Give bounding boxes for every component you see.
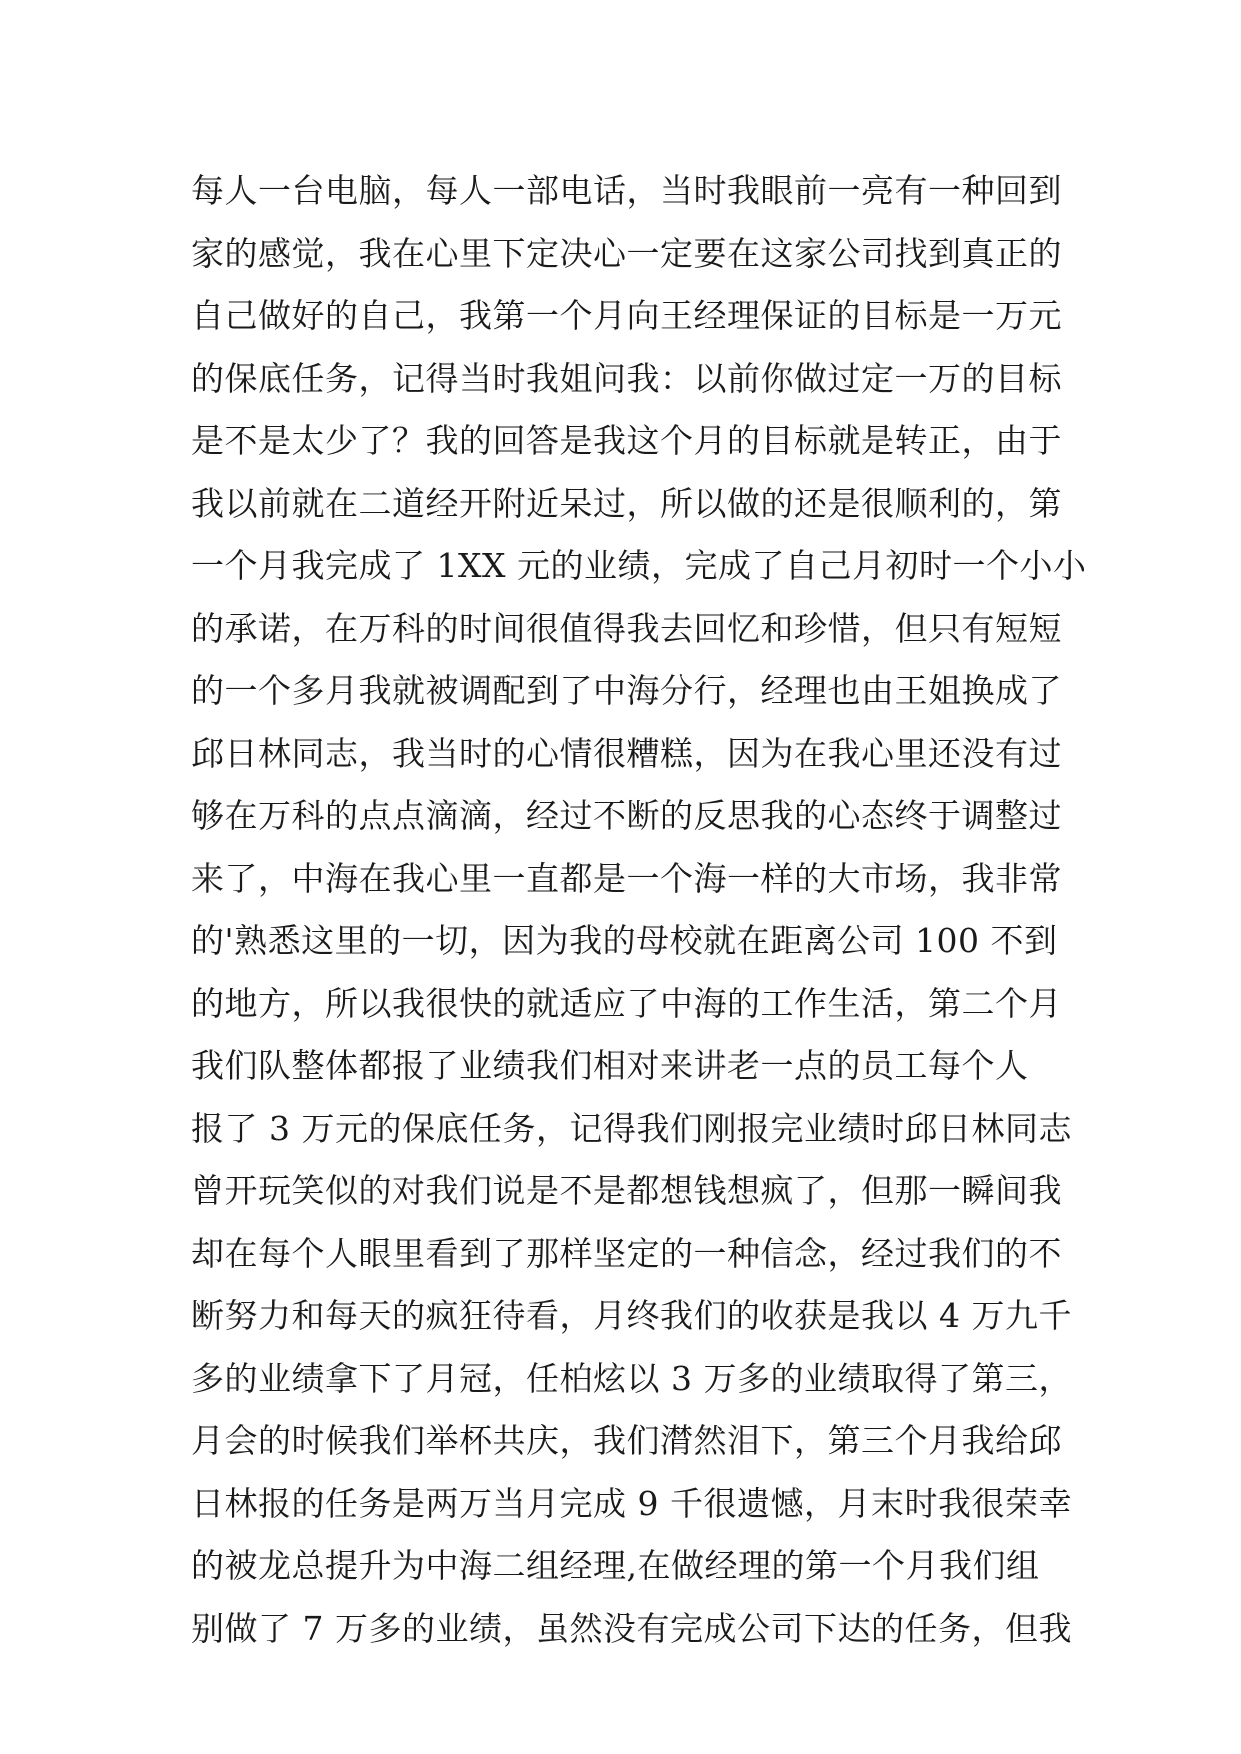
- text-line: 一个月我完成了 1XX 元的业绩，完成了自己月初时一个小小: [191, 546, 1087, 585]
- text-line: 日林报的任务是两万当月完成 9 千很遗憾，月末时我很荣幸: [191, 1483, 1072, 1523]
- text-line: 家的感觉，我在心里下定决心一定要在这家公司找到真正的: [191, 233, 1062, 273]
- text-line: 的'熟悉这里的一切，因为我的母校就在距离公司 100 不到: [191, 921, 1058, 960]
- text-line: 的一个多月我就被调配到了中海分行，经理也由王姐换成了: [191, 671, 1062, 710]
- text-line: 邱日林同志，我当时的心情很糟糕，因为在我心里还没有过: [191, 733, 1062, 773]
- text-line: 报了 3 万元的保底任务，记得我们刚报完业绩时邱日林同志: [191, 1108, 1072, 1148]
- text-line: 我们队整体都报了业绩我们相对来讲老一点的员工每个人: [191, 1046, 1029, 1085]
- text-line: 每人一台电脑，每人一部电话，当时我眼前一亮有一种回到: [191, 171, 1062, 210]
- text-line: 月会的时候我们举杯共庆，我们潸然泪下，第三个月我给邱: [191, 1421, 1062, 1460]
- text-line: 的地方，所以我很快的就适应了中海的工作生活，第二个月: [191, 983, 1062, 1023]
- text-line: 的被龙总提升为中海二组经理,在做经理的第一个月我们组: [191, 1546, 1040, 1585]
- text-line: 断努力和每天的疯狂待看，月终我们的收获是我以 4 万九千: [191, 1296, 1072, 1335]
- text-line: 曾开玩笑似的对我们说是不是都想钱想疯了，但那一瞬间我: [191, 1171, 1062, 1210]
- text-line: 我以前就在二道经开附近呆过，所以做的还是很顺利的，第: [191, 483, 1062, 523]
- text-line: 自己做好的自己，我第一个月向王经理保证的目标是一万元: [191, 296, 1062, 335]
- text-line: 却在每个人眼里看到了那样坚定的一种信念，经过我们的不: [191, 1233, 1062, 1273]
- text-line: 够在万科的点点滴滴，经过不断的反思我的心态终于调整过: [191, 796, 1062, 835]
- text-line: 的保底任务，记得当时我姐问我：以前你做过定一万的目标: [191, 358, 1062, 398]
- text-line: 多的业绩拿下了月冠，任柏炫以 3 万多的业绩取得了第三，: [191, 1358, 1072, 1398]
- body-paragraph: [191, 160, 1087, 1660]
- text-line: 是不是太少了？我的回答是我这个月的目标就是转正，由于: [191, 421, 1062, 460]
- text-line: 的承诺，在万科的时间很值得我去回忆和珍惜，但只有短短: [191, 608, 1062, 648]
- text-line: 来了，中海在我心里一直都是一个海一样的大市场，我非常: [191, 858, 1062, 898]
- text-line: 别做了 7 万多的业绩，虽然没有完成公司下达的任务，但我: [191, 1608, 1072, 1648]
